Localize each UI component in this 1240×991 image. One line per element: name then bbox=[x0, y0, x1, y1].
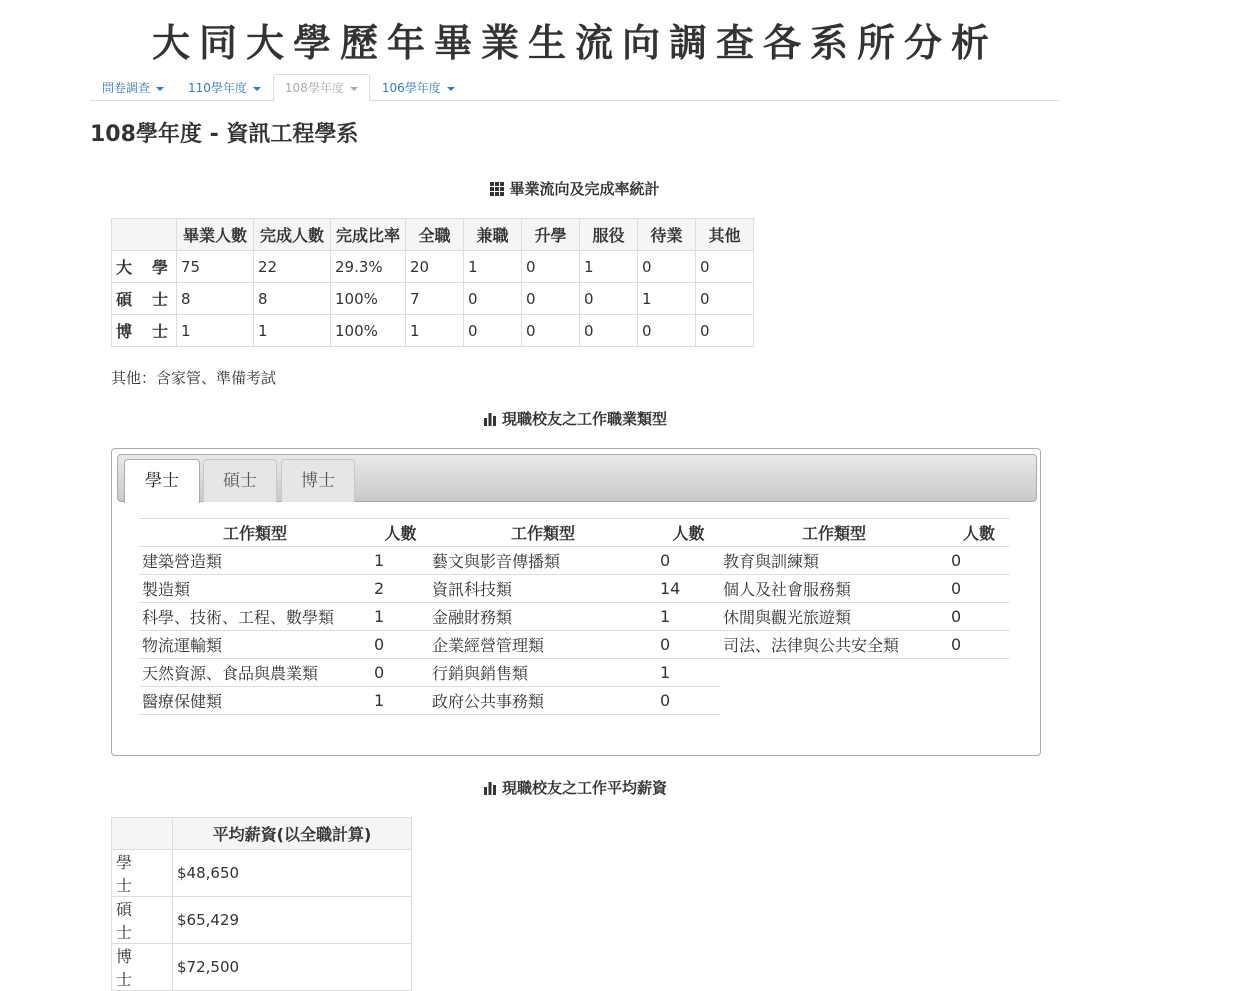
job-table-col-2 bbox=[429, 518, 720, 715]
table-row bbox=[139, 547, 430, 575]
table-row bbox=[139, 631, 430, 659]
table-cell: 20 bbox=[406, 251, 464, 283]
job-table-col-1 bbox=[139, 518, 430, 715]
table-cell: 0 bbox=[522, 283, 580, 315]
job-table-col-3 bbox=[720, 518, 1010, 659]
tab-master[interactable]: 碩士 bbox=[203, 459, 277, 502]
job-type: 個人及社會服務類 bbox=[720, 575, 948, 603]
job-type: 藝文與影音傳播類 bbox=[429, 547, 657, 575]
job-type: 政府公共事務類 bbox=[429, 687, 657, 715]
nav-item-label: 問卷調查 bbox=[102, 81, 151, 95]
tab-bar bbox=[117, 454, 1037, 502]
job-type: 休閒與觀光旅遊類 bbox=[720, 603, 948, 631]
table-header-cell: 畢業人數 bbox=[177, 219, 254, 251]
row-label: 碩 士 bbox=[112, 283, 177, 315]
table-row bbox=[112, 315, 754, 347]
table-cell: 0 bbox=[696, 315, 754, 347]
job-count: 0 bbox=[371, 631, 430, 659]
job-count: 1 bbox=[371, 687, 430, 715]
table-cell: 8 bbox=[177, 283, 254, 315]
stats-section-title bbox=[90, 179, 1060, 199]
job-count: 0 bbox=[371, 659, 430, 687]
nav-item-108[interactable] bbox=[273, 74, 370, 101]
table-header-cell: 完成比率 bbox=[331, 219, 406, 251]
table-cell: 7 bbox=[406, 283, 464, 315]
job-type: 科學、技術、工程、數學類 bbox=[139, 603, 371, 631]
bar-chart-icon bbox=[483, 781, 497, 795]
table-header-row bbox=[112, 219, 754, 251]
salary-table bbox=[111, 817, 412, 991]
table-cell: 29.3% bbox=[331, 251, 406, 283]
table-cell: 8 bbox=[254, 283, 331, 315]
table-row bbox=[429, 659, 720, 687]
table-header-row bbox=[112, 818, 412, 850]
nav-item-label: 110學年度 bbox=[188, 81, 247, 95]
row-label: 博 士 bbox=[112, 315, 177, 347]
table-cell: 0 bbox=[464, 283, 522, 315]
table-cell: 75 bbox=[177, 251, 254, 283]
page-heading: 108學年度 - 資訊工程學系 bbox=[90, 122, 359, 147]
table-row bbox=[720, 603, 1010, 631]
stats-note: 其他：含家管、準備考試 bbox=[111, 369, 277, 387]
job-count-header: 人數 bbox=[948, 519, 1010, 547]
table-cell: 0 bbox=[522, 251, 580, 283]
job-type: 物流運輸類 bbox=[139, 631, 371, 659]
salary-section-title bbox=[90, 778, 1060, 798]
row-label: 學 士 bbox=[112, 850, 173, 897]
table-header-row bbox=[720, 519, 1010, 547]
table-cell: 0 bbox=[580, 315, 638, 347]
table-row bbox=[139, 659, 430, 687]
caret-down-icon bbox=[447, 87, 455, 91]
table-cell: 0 bbox=[580, 283, 638, 315]
salary-value: $65,429 bbox=[173, 897, 412, 944]
nav-item-label: 106學年度 bbox=[381, 81, 441, 95]
table-row bbox=[720, 631, 1010, 659]
table-row bbox=[429, 603, 720, 631]
table-row bbox=[112, 251, 754, 283]
table-header-cell: 全職 bbox=[406, 219, 464, 251]
stats-table bbox=[111, 218, 754, 347]
job-type: 製造類 bbox=[139, 575, 371, 603]
job-count: 2 bbox=[371, 575, 430, 603]
job-count: 1 bbox=[657, 603, 720, 631]
table-cell: 1 bbox=[580, 251, 638, 283]
table-cell: 1 bbox=[638, 283, 696, 315]
job-count: 0 bbox=[948, 547, 1010, 575]
table-cell: 0 bbox=[696, 251, 754, 283]
job-type: 金融財務類 bbox=[429, 603, 657, 631]
table-row bbox=[139, 603, 430, 631]
caret-down-icon bbox=[156, 87, 164, 91]
table-header-cell: 其他 bbox=[696, 219, 754, 251]
job-type: 醫療保健類 bbox=[139, 687, 371, 715]
caret-down-icon bbox=[350, 87, 358, 91]
job-type-header: 工作類型 bbox=[429, 519, 657, 547]
table-cell: 1 bbox=[177, 315, 254, 347]
job-count: 0 bbox=[948, 575, 1010, 603]
tab-bachelor[interactable]: 學士 bbox=[124, 459, 200, 503]
table-cell: 1 bbox=[254, 315, 331, 347]
table-cell: 0 bbox=[638, 251, 696, 283]
job-count: 1 bbox=[657, 659, 720, 687]
table-header-cell: 完成人數 bbox=[254, 219, 331, 251]
site-title: 大同大學歷年畢業生流向調查各系所分析 bbox=[151, 21, 998, 65]
table-cell: 0 bbox=[696, 283, 754, 315]
table-cell: 100% bbox=[331, 315, 406, 347]
table-row bbox=[112, 283, 754, 315]
job-type: 教育與訓練類 bbox=[720, 547, 948, 575]
table-row bbox=[720, 575, 1010, 603]
job-count: 14 bbox=[657, 575, 720, 603]
table-row bbox=[720, 547, 1010, 575]
table-header-cell bbox=[112, 818, 173, 850]
grid-icon bbox=[490, 182, 504, 196]
nav-item-survey[interactable] bbox=[90, 74, 176, 100]
salary-value: $72,500 bbox=[173, 944, 412, 991]
table-row bbox=[139, 687, 430, 715]
row-label: 博 士 bbox=[112, 944, 173, 991]
table-cell: 0 bbox=[464, 315, 522, 347]
job-count: 0 bbox=[948, 631, 1010, 659]
table-row bbox=[112, 850, 412, 897]
table-row bbox=[139, 575, 430, 603]
table-header-cell bbox=[112, 219, 177, 251]
table-row bbox=[112, 944, 412, 991]
table-header-cell: 兼職 bbox=[464, 219, 522, 251]
table-row bbox=[429, 547, 720, 575]
table-row bbox=[429, 631, 720, 659]
table-header-row bbox=[139, 519, 430, 547]
job-count: 0 bbox=[657, 687, 720, 715]
job-count: 0 bbox=[657, 631, 720, 659]
nav-item-110[interactable] bbox=[176, 74, 273, 100]
table-cell: 1 bbox=[406, 315, 464, 347]
stats-section-title-text: 畢業流向及完成率統計 bbox=[509, 180, 660, 198]
table-row bbox=[429, 687, 720, 715]
job-type-header: 工作類型 bbox=[720, 519, 948, 547]
salary-header: 平均薪資(以全職計算) bbox=[173, 818, 412, 850]
job-type: 天然資源、食品與農業類 bbox=[139, 659, 371, 687]
job-type: 企業經營管理類 bbox=[429, 631, 657, 659]
job-section-title-text: 現職校友之工作職業類型 bbox=[501, 410, 667, 428]
job-count-header: 人數 bbox=[657, 519, 720, 547]
table-cell: 0 bbox=[638, 315, 696, 347]
tab-doctor[interactable]: 博士 bbox=[281, 459, 355, 502]
nav-tabs bbox=[90, 74, 1060, 101]
job-type: 建築營造類 bbox=[139, 547, 371, 575]
job-type: 司法、法律與公共安全類 bbox=[720, 631, 948, 659]
table-header-cell: 服役 bbox=[580, 219, 638, 251]
job-count: 1 bbox=[371, 603, 430, 631]
job-count: 0 bbox=[657, 547, 720, 575]
table-row bbox=[112, 897, 412, 944]
table-cell: 0 bbox=[522, 315, 580, 347]
table-header-row bbox=[429, 519, 720, 547]
table-header-cell: 待業 bbox=[638, 219, 696, 251]
table-row bbox=[429, 575, 720, 603]
row-label: 碩 士 bbox=[112, 897, 173, 944]
job-type: 資訊科技類 bbox=[429, 575, 657, 603]
job-count-header: 人數 bbox=[371, 519, 430, 547]
job-count: 1 bbox=[371, 547, 430, 575]
nav-item-label: 108學年度 bbox=[284, 81, 344, 95]
caret-down-icon bbox=[253, 87, 261, 91]
table-cell: 22 bbox=[254, 251, 331, 283]
salary-section-title-text: 現職校友之工作平均薪資 bbox=[501, 779, 667, 797]
salary-value: $48,650 bbox=[173, 850, 412, 897]
job-section-title bbox=[90, 409, 1060, 429]
job-count: 0 bbox=[948, 603, 1010, 631]
nav-item-106[interactable] bbox=[370, 74, 467, 100]
job-type: 行銷與銷售類 bbox=[429, 659, 657, 687]
bar-chart-icon bbox=[483, 412, 497, 426]
table-header-cell: 升學 bbox=[522, 219, 580, 251]
table-cell: 1 bbox=[464, 251, 522, 283]
job-type-header: 工作類型 bbox=[139, 519, 371, 547]
row-label: 大 學 bbox=[112, 251, 177, 283]
table-cell: 100% bbox=[331, 283, 406, 315]
